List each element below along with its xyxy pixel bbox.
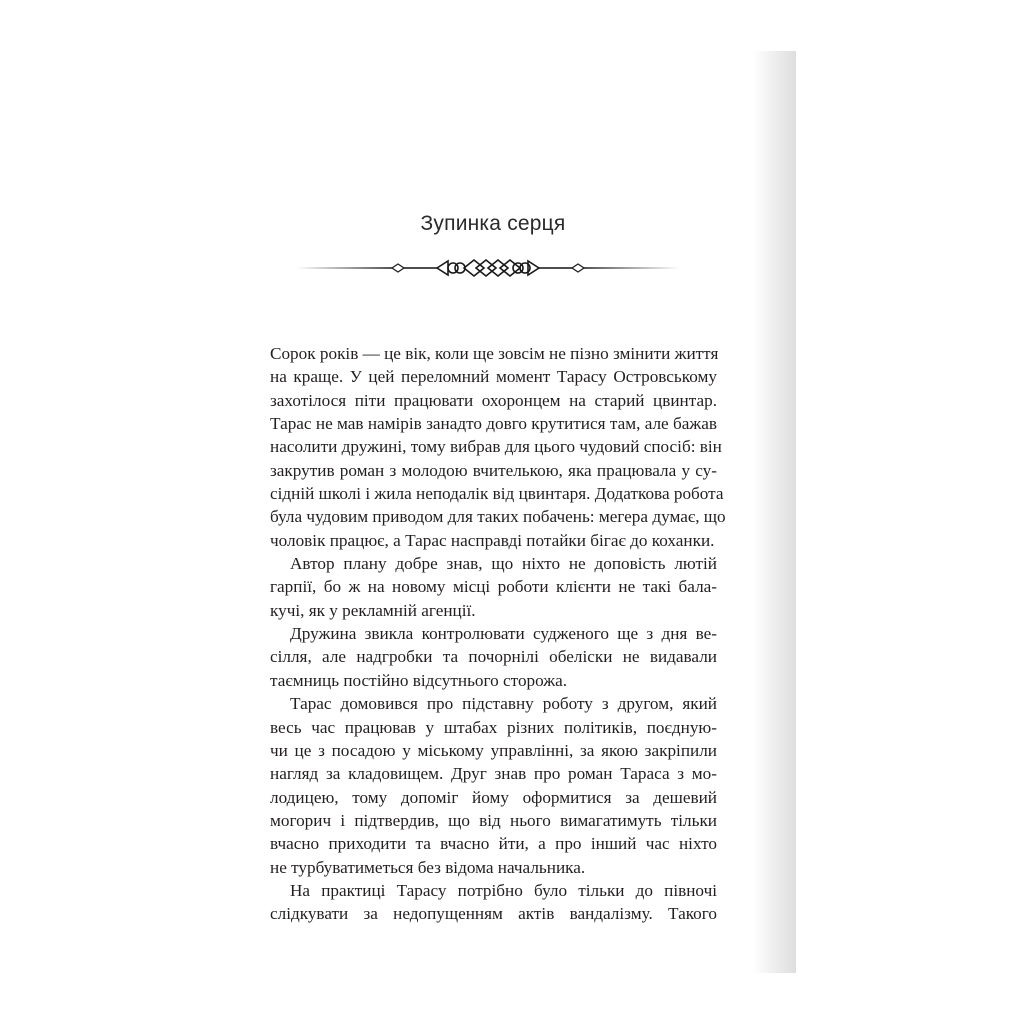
- text-line: Автор плану добре знав, що ніхто не доповість лютій: [290, 554, 717, 574]
- text-line: була чудовим приводом для таких побачень: мегера думає, що: [270, 507, 726, 527]
- chapter-body: [270, 342, 726, 926]
- chapter-title: Зупинка серця: [420, 212, 566, 235]
- text-line: Сорок років — це вік, коли ще зовсім не пізно змінити життя: [270, 344, 719, 363]
- text-line: весь час працював у штабах різних політиків, поєдную-: [270, 717, 717, 737]
- text-line: слідкувати за недопущенням актів вандалізму. Такого: [270, 904, 717, 924]
- text-line: таємниць постійно відсутнього сторожа.: [270, 670, 568, 690]
- text-line: лодицею, тому допоміг йому оформитися за дешевий: [270, 787, 717, 807]
- text-line: Тарас не мав намірів занадто довго крутитися там, але бажав: [270, 414, 717, 434]
- text-line: насолити дружині, тому вибрав для цього чудовий спосіб: він: [270, 437, 722, 457]
- text-line: Дружина звикла контролювати судженого ще з дня ве-: [290, 624, 717, 644]
- paragraph: [270, 692, 717, 879]
- page-edge-shadow: [753, 51, 796, 973]
- text-line: вчасно приходити та вчасно йти, а про інший час ніхто: [270, 834, 717, 854]
- paragraph: [270, 622, 717, 692]
- text-line: чоловік працює, а Тарас насправді потайки бігає до коханки.: [270, 530, 715, 550]
- paragraph: [270, 552, 717, 622]
- paragraph: [270, 879, 717, 926]
- paragraph: [270, 342, 726, 552]
- text-line: На практиці Тарасу потрібно було тільки до півночі: [290, 880, 717, 900]
- text-line: чи це з посадою у міському управлінні, за якою закріпили: [270, 740, 717, 760]
- text-line: закрутив роман з молодою вчителькою, яка працювала у су-: [270, 460, 717, 480]
- text-line: на краще. У цей переломний момент Тарасу Островському: [270, 367, 717, 387]
- text-line: захотілося піти працювати охоронцем на старий цвинтар.: [270, 390, 717, 410]
- text-line: могорич і підтвердив, що від нього вимагатимуть тільки: [270, 810, 717, 830]
- text-line: сідній школі і жила неподалік від цвинтаря. Додаткова робота: [270, 484, 724, 504]
- ornament-divider-icon: [296, 252, 680, 284]
- text-line: кучі, як у рекламній агенції.: [270, 600, 476, 620]
- text-line: гарпії, бо ж на новому місці роботи клієнти не такі бала-: [270, 577, 717, 597]
- text-line: не турбуватиметься без відома начальника.: [270, 857, 586, 877]
- text-line: сілля, але надгробки та почорнілі обеліски не видавали: [270, 647, 717, 667]
- text-line: нагляд за кладовищем. Друг знав про роман Тараса з мо-: [270, 764, 717, 784]
- text-line: Тарас домовився про підставну роботу з другом, який: [290, 694, 717, 714]
